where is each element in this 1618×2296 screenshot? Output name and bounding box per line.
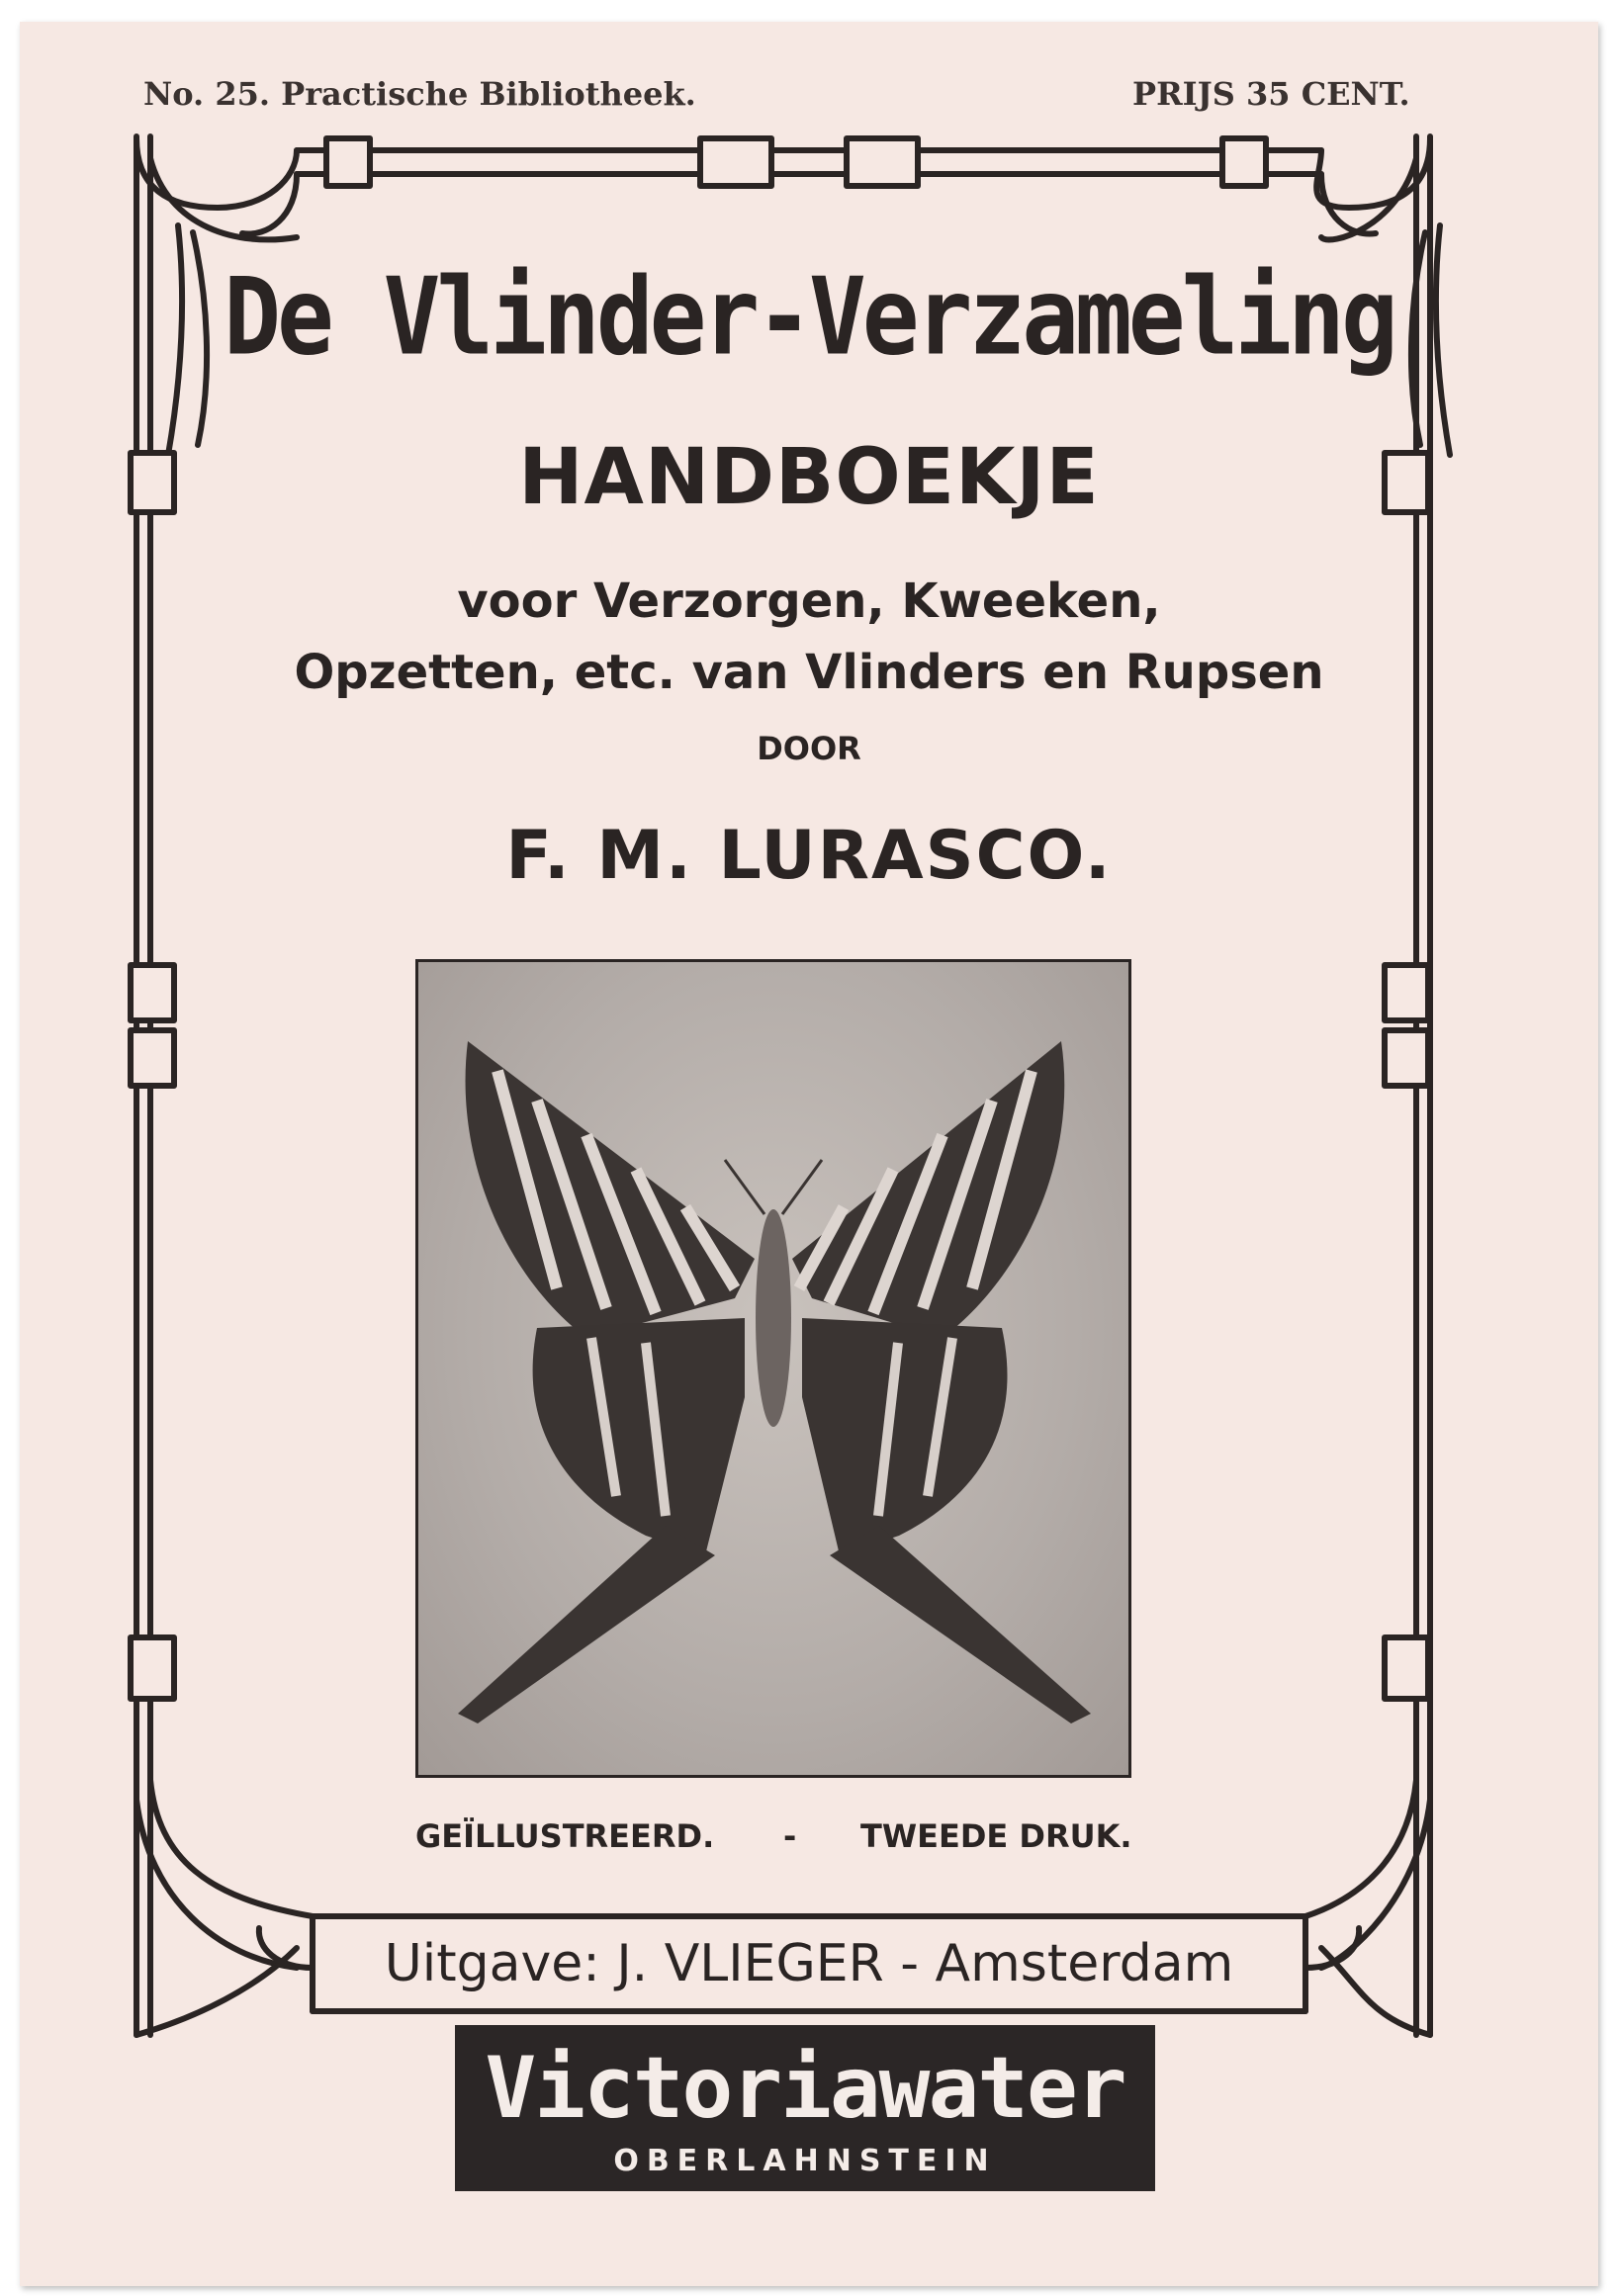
description-line-1: voor Verzorgen, Kweeken, [457,574,1161,629]
advertisement-brand: Victoriawater [485,2039,1125,2138]
series-number: No. 25. Practische Bibliotheek. [143,75,696,113]
author-name: F. M. LURASCO. [505,817,1113,895]
caption-separator: - [783,1817,797,1855]
book-title: De Vlinder-Verzameling [224,255,1394,380]
by-label: DOOR [757,730,861,767]
price-label: PRIJS 35 CENT. [1132,75,1410,113]
advertisement-location: OBERLAHNSTEIN [613,2144,997,2178]
caption-illustrated: GEÏLLUSTREERD. [415,1817,715,1855]
butterfly-illustration [415,959,1131,1778]
caption-edition: TWEEDE DRUK. [860,1817,1132,1855]
book-subtitle: HANDBOEKJE [518,433,1100,522]
publisher-line: Uitgave: J. VLIEGER - Amsterdam [384,1934,1234,1993]
butterfly-icon [458,1041,1091,1723]
description-line-2: Opzetten, etc. van Vlinders en Rupsen [294,645,1324,700]
